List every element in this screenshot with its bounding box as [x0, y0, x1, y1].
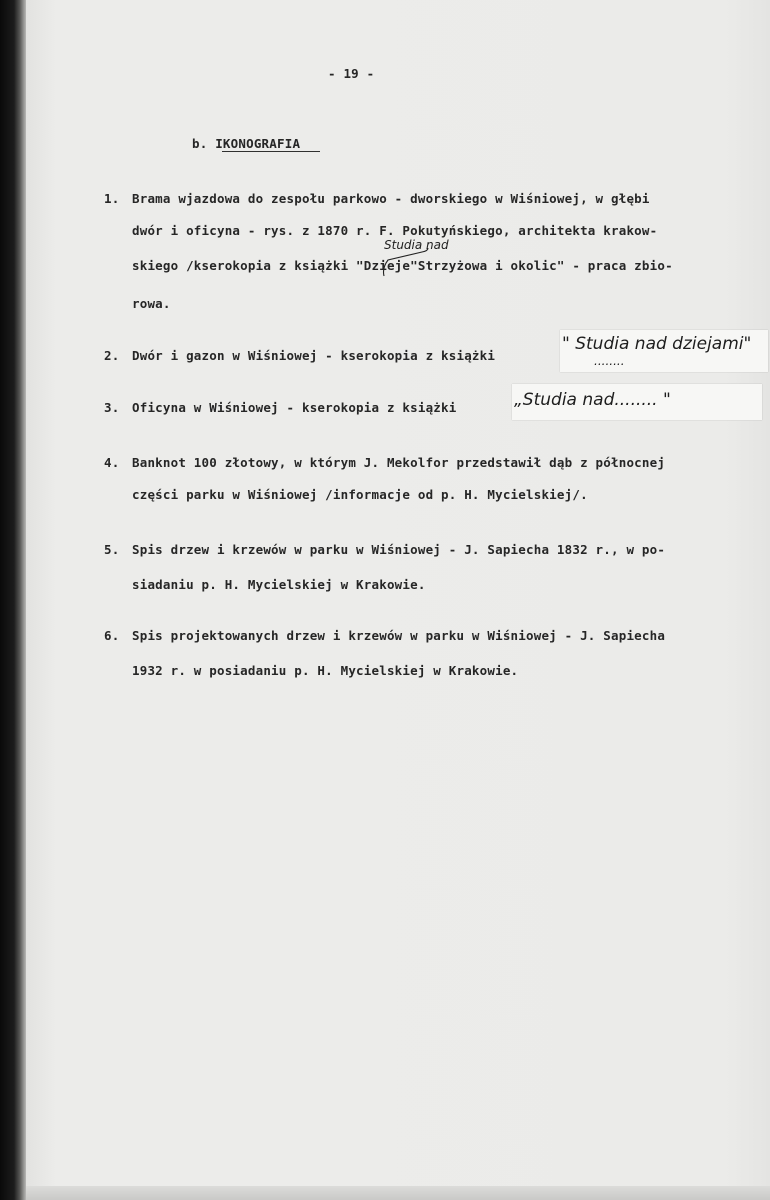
- page-bottom-edge: [26, 1186, 770, 1200]
- item-number: 1.: [104, 191, 120, 206]
- item-number: 5.: [104, 542, 120, 557]
- insert-mark: [380, 246, 430, 286]
- item-line: Spis drzew i krzewów w parku w Wiśniowej - J. Sapiecha 1832 r., w po-: [132, 542, 666, 557]
- item-number: 6.: [104, 628, 120, 643]
- item-number: 2.: [104, 348, 120, 363]
- section-heading: [192, 136, 300, 151]
- item-line: Banknot 100 złotowy, w którym J. Mekolfor przedstawił dąb z północnej: [132, 455, 666, 470]
- item-line: siadaniu p. H. Mycielskiej w Krakowie.: [132, 577, 426, 592]
- pasted-slip: [560, 330, 768, 372]
- handwritten-slip-text: „Studia nad........ ": [514, 390, 671, 410]
- item-line: dwór i oficyna - rys. z 1870 r. F. Pokutyńskiego, architekta krakow-: [132, 223, 658, 238]
- item-line: Oficyna w Wiśniowej - kserokopia z książki: [132, 400, 457, 415]
- item-line: 1932 r. w posiadaniu p. H. Mycielskiej w Krakowie.: [132, 663, 519, 678]
- item-line: Spis projektowanych drzew i krzewów w parku w Wiśniowej - J. Sapiecha: [132, 628, 666, 643]
- item-line: rowa.: [132, 296, 171, 311]
- item-line: Dwór i gazon w Wiśniowej - kserokopia z książki: [132, 348, 496, 363]
- handwritten-dots: ........: [594, 354, 625, 368]
- section-heading-underline: [222, 151, 320, 152]
- page-number: - 19 -: [328, 66, 375, 81]
- book-binding-edge: [0, 0, 26, 1200]
- section-heading-prefix: b.: [192, 136, 216, 151]
- item-line: części parku w Wiśniowej /informacje od p. H. Mycielskiej/.: [132, 487, 588, 502]
- typed-page: [26, 0, 770, 1200]
- section-heading-title: IKONOGRAFIA: [215, 136, 301, 151]
- item-number: 4.: [104, 455, 120, 470]
- handwritten-insert: Studia nad: [384, 238, 449, 252]
- handwritten-slip-text: " Studia nad dziejami": [562, 334, 752, 354]
- pasted-slip: [512, 384, 762, 420]
- item-number: 3.: [104, 400, 120, 415]
- item-line: skiego /kserokopia z książki "Dzieje"Strzyżowa i okolic" - praca zbio-: [132, 258, 673, 273]
- item-line: Brama wjazdowa do zespołu parkowo - dworskiego w Wiśniowej, w głębi: [132, 191, 650, 206]
